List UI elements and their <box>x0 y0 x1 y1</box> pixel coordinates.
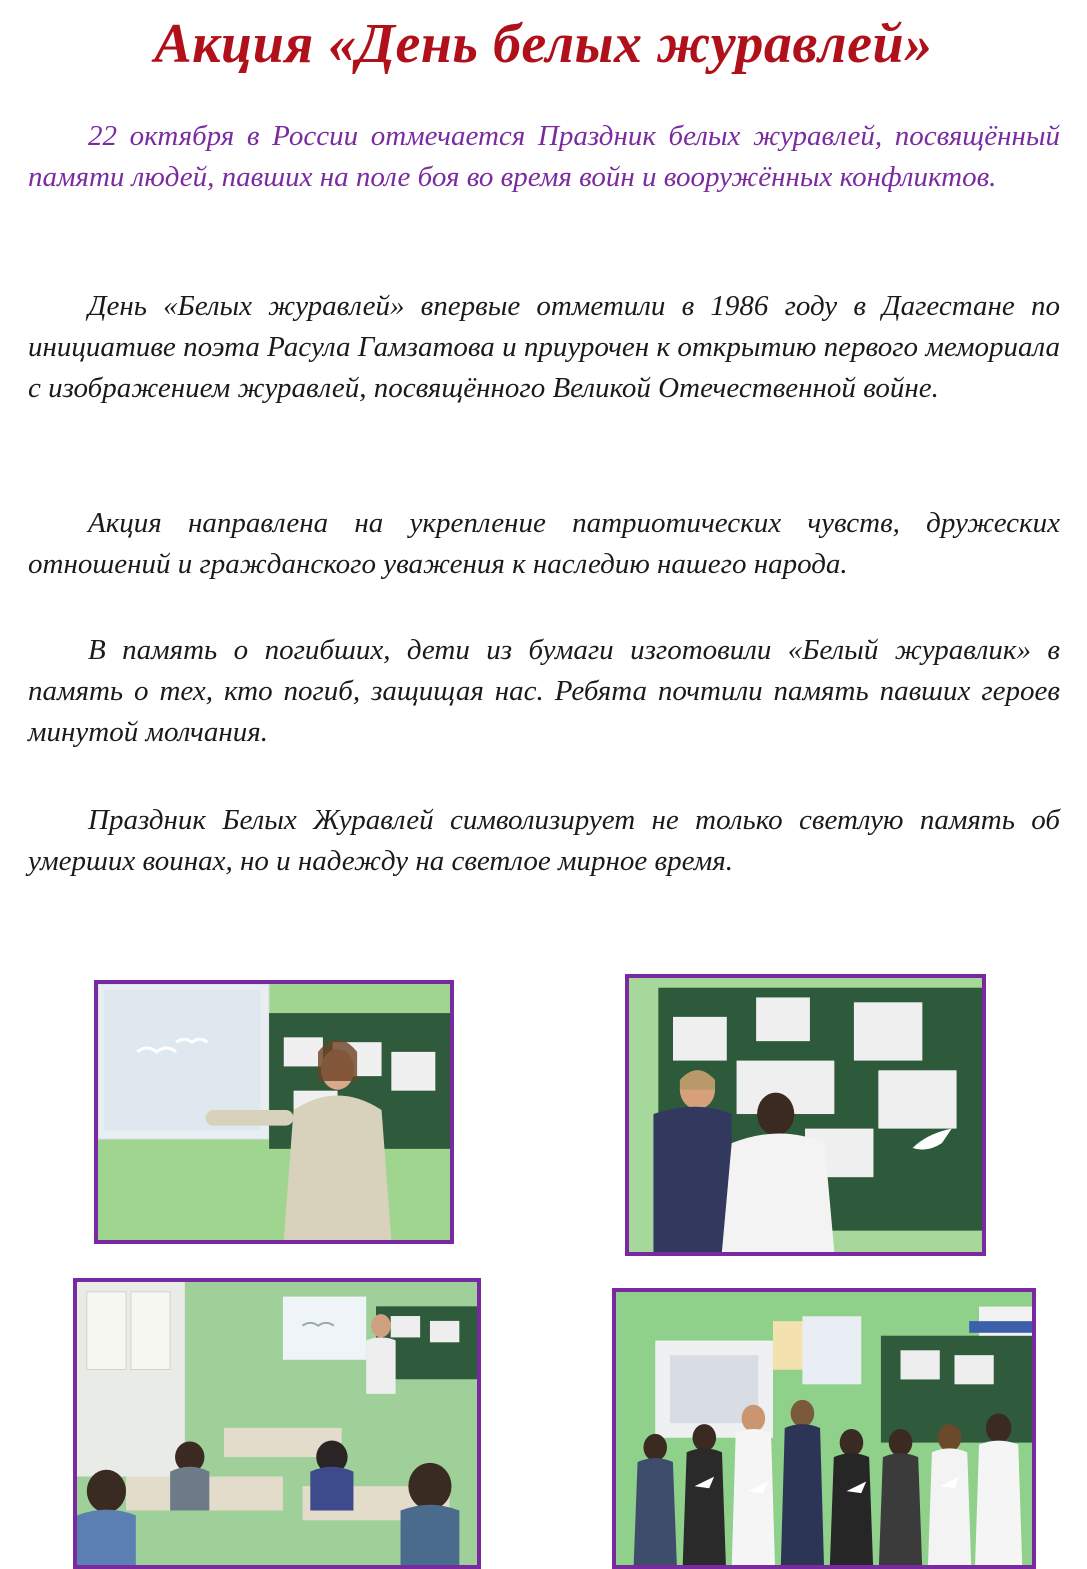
photo-teacher-presentation <box>94 980 454 1244</box>
photo-group-cranes-image <box>616 1292 1032 1565</box>
activity-paragraph: В память о погибших, дети из бумаги изготовили «Белый журавлик» в память о тех, кто погиб, защищая нас. Ребята почтили память павших героев минутой молчания. <box>28 634 1060 748</box>
photo-classroom-lesson <box>73 1278 481 1569</box>
purpose-paragraph: Акция направлена на укрепление патриотических чувств, дружеских отношений и гражданского уважения к наследию нашего народа. <box>28 507 1060 580</box>
symbol-paragraph: Праздник Белых Журавлей символизирует не только светлую память об умерших воинах, но и надежду на светлое мирное время. <box>28 804 1060 877</box>
photo-group-cranes <box>612 1288 1036 1569</box>
page-title: Акция «День белых журавлей» <box>154 13 933 75</box>
photo-classroom-lesson-image <box>77 1282 477 1565</box>
photo-children-board <box>625 974 986 1256</box>
photo-children-board-image <box>629 978 982 1252</box>
photo-teacher-presentation-image <box>98 984 450 1240</box>
history-paragraph: День «Белых журавлей» впервые отметили в 1986 году в Дагестане по инициативе поэта Расула Гамзатова и приурочен к открытию первого мемориала с изображением журавлей, посвящённого Великой Отечественной войне. <box>28 290 1060 404</box>
intro-paragraph: 22 октября в России отмечается Праздник белых журавлей, посвящённый памяти людей, павших на поле боя во время войн и вооружённых конфликтов. <box>28 120 1060 193</box>
